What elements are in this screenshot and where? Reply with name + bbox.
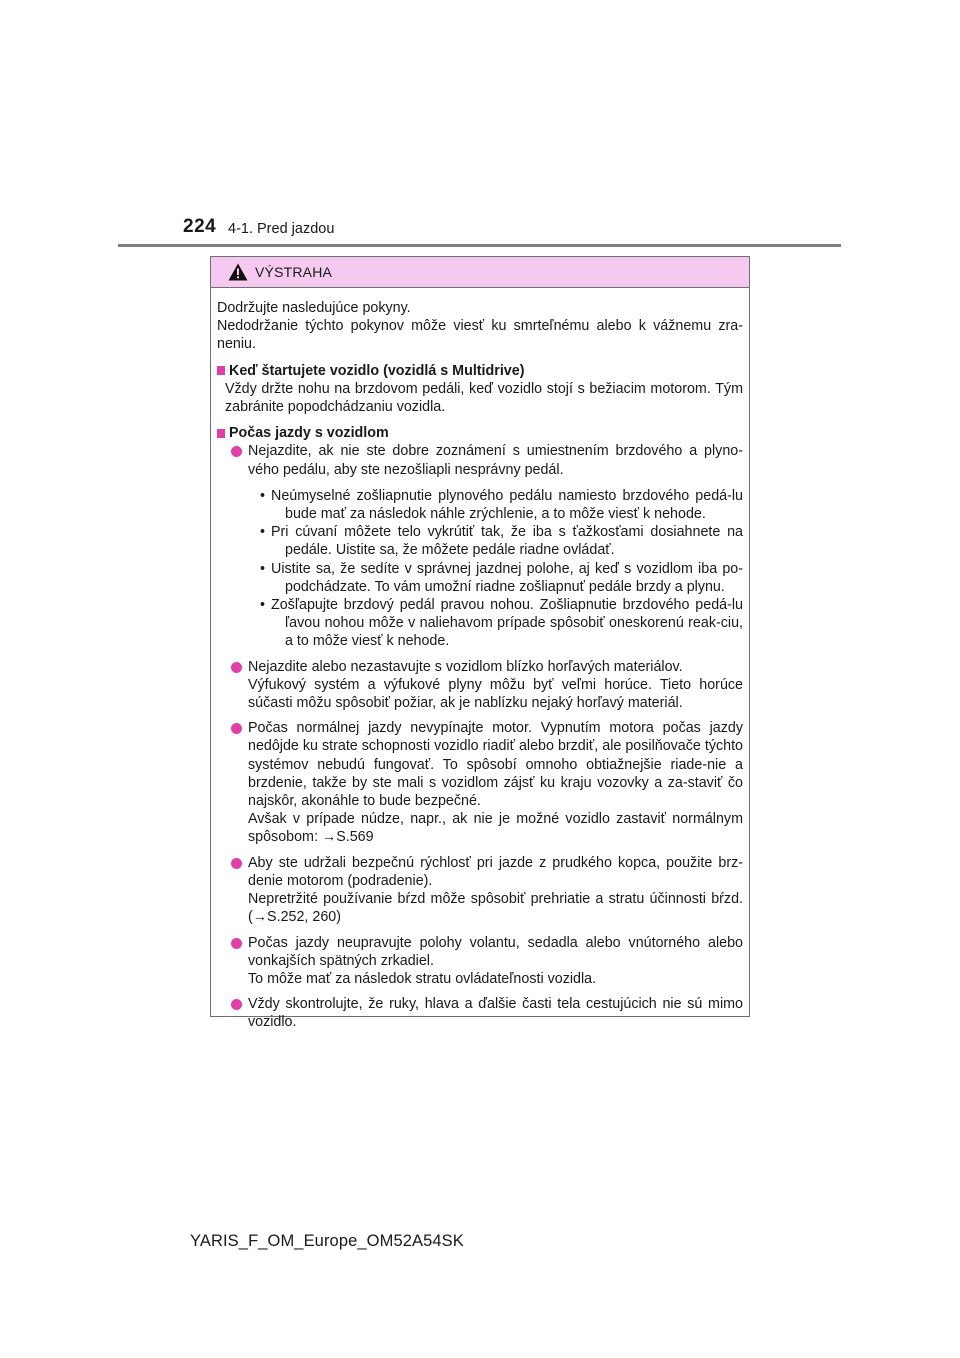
intro-line: Nedodržanie týchto pokynov môže viesť ku smrteľnému alebo k vážnemu zra-neniu. xyxy=(217,318,743,353)
square-bullet-icon xyxy=(217,429,225,438)
sub-item-text: Zošľapujte brzdový pedál pravou nohou. Zošliapnutie brzdového pedá-lu ľavou nohou môže v naliehavom prípade spôsobiť oneskorenú reak-ciu, a to môže viesť k nehode. xyxy=(271,597,743,650)
item-body xyxy=(248,854,743,927)
warning-body xyxy=(211,288,749,1032)
item-line: To môže mať za následok stratu ovládateľnosti vozidla. xyxy=(248,970,597,987)
sub-bullet-icon: • xyxy=(260,560,266,577)
sub-item xyxy=(248,560,743,596)
list-item xyxy=(217,995,743,1031)
dot-bullet-icon xyxy=(231,938,242,949)
section-start xyxy=(217,362,743,417)
dot-bullet-icon xyxy=(231,662,242,673)
item-body xyxy=(248,995,743,1031)
dot-bullet-icon xyxy=(231,858,242,869)
sub-item xyxy=(248,596,743,651)
header-rule xyxy=(118,244,841,247)
warning-triangle-icon xyxy=(228,263,248,281)
warning-intro xyxy=(217,299,743,354)
intro-line: Dodržujte nasledujúce pokyny. xyxy=(217,300,411,316)
sub-item xyxy=(248,523,743,559)
footer-doc-id: YARIS_F_OM_Europe_OM52A54SK xyxy=(190,1232,464,1250)
sub-bullet-icon: • xyxy=(260,597,266,614)
list-item xyxy=(217,854,743,927)
item-line: Výfukový systém a výfukové plyny môžu byť veľmi horúce. Tieto horúce súčasti môžu spôsobiť požiar, ak je nablízku nejaký horľavý materiál. xyxy=(248,676,743,712)
square-bullet-icon xyxy=(217,366,225,375)
item-body xyxy=(248,442,743,650)
item-body xyxy=(248,658,743,713)
sub-item-text: Pri cúvaní môžete telo vykrútiť tak, že iba s ťažkosťami dosiahnete na pedále. Uistite sa, že môžete pedále riadne ovládať. xyxy=(271,524,743,559)
item-line: Nejazdite alebo nezastavujte s vozidlom blízko horľavých materiálov. xyxy=(248,658,683,675)
item-list xyxy=(217,442,743,1031)
section-heading xyxy=(217,362,743,380)
dot-bullet-icon xyxy=(231,446,242,457)
list-item xyxy=(217,719,743,846)
sub-item xyxy=(248,487,743,523)
section-heading-text: Keď štartujete vozidlo (vozidlá s Multidrive) xyxy=(229,362,525,379)
item-line: Aby ste udržali bezpečnú rýchlosť pri jazde z prudkého kopca, použite brz-denie motorom (podradenie). xyxy=(248,854,743,889)
section-heading xyxy=(217,424,743,442)
dot-bullet-icon xyxy=(231,999,242,1010)
list-item xyxy=(217,442,743,650)
warning-box xyxy=(210,256,750,1031)
page-number: 224 xyxy=(183,216,217,237)
item-body xyxy=(248,719,743,846)
item-line: Počas normálnej jazdy nevypínajte motor. Vypnutím motora počas jazdy nedôjde ku strate schopnosti vozidlo riadiť alebo brzdiť, ale posilňovače týchto systémov nebudú fungovať. To spôsobí omnoho obtiažnejšie riade-nie a brzdenie, takže by ste mali s vozidlom zájsť ku kraju vozovky a za-staviť čo najskôr, akonáhle to bude bezpečné. xyxy=(248,720,743,810)
item-line: Nepretržité používanie bŕzd môže spôsobiť prehriatie a stratu účinnosti bŕzd. (→S.252, 260) xyxy=(248,891,743,926)
warning-title: VÝSTRAHA xyxy=(255,264,333,280)
sub-bullet-icon: • xyxy=(260,487,266,504)
item-line: Počas jazdy neupravujte polohy volantu, sedadla alebo vnútorného alebo vonkajších spätných zrkadiel. xyxy=(248,934,743,969)
section-text xyxy=(217,380,743,416)
section-paragraph: Vždy držte nohu na brzdovom pedáli, keď vozidlo stojí s bežiacim motorom. Tým zabránite popodchádzaniu vozidla. xyxy=(225,380,743,416)
sub-item-text: Neúmyselné zošliapnutie plynového pedálu namiesto brzdového pedá-lu bude mať za následok náhle zrýchlenie, a to môže viesť k nehode. xyxy=(271,487,743,523)
sub-list xyxy=(248,487,743,651)
item-line: Avšak v prípade núdze, napr., ak nie je možné vozidlo zastaviť normálnym spôsobom: →S.569 xyxy=(248,811,743,846)
section-title: 4-1. Pred jazdou xyxy=(228,221,335,237)
item-line: Nejazdite, ak nie ste dobre zoznámení s umiestnením brzdového a plyno-vého pedálu, aby ste nezošliapli nesprávny pedál. xyxy=(248,443,743,478)
dot-bullet-icon xyxy=(231,723,242,734)
list-item xyxy=(217,658,743,713)
sub-bullet-icon: • xyxy=(260,524,266,541)
list-item xyxy=(217,934,743,989)
item-line: Vždy skontrolujte, že ruky, hlava a ďalšie časti tela cestujúcich nie sú mimo vozidlo. xyxy=(248,996,743,1031)
warning-header xyxy=(211,257,749,288)
section-driving xyxy=(217,424,743,1031)
section-heading-text: Počas jazdy s vozidlom xyxy=(229,425,389,442)
item-body xyxy=(248,934,743,989)
sub-item-text: Uistite sa, že sedíte v správnej jazdnej polohe, aj keď s vozidlom iba po-podchádzate. To vám umožní riadne zošliapnuť pedále brzdy a plynu. xyxy=(271,560,743,595)
